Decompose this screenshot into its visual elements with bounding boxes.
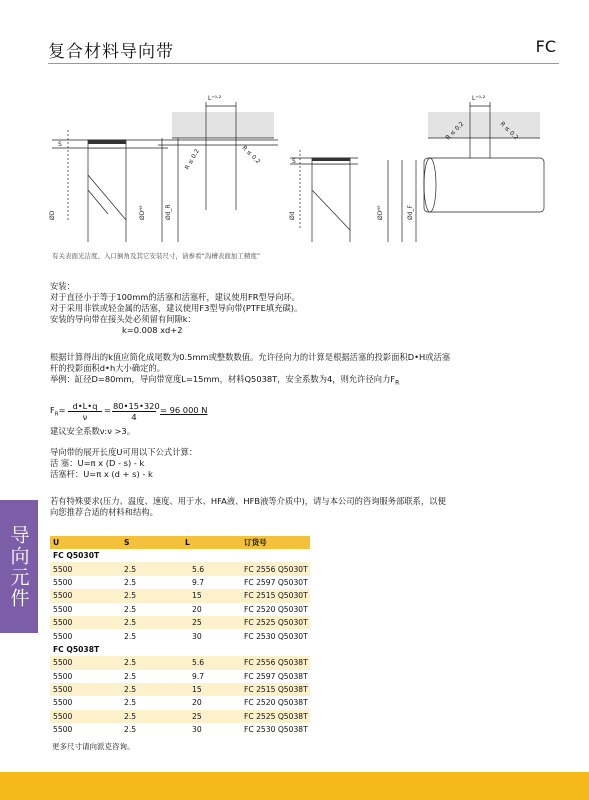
table-cell: 15 [182,683,241,696]
safety-note: 建议安全系数ν:ν >3。 [50,426,136,436]
label-L-groove: L⁺⁰·² [208,95,222,102]
formula-fraction-2: $\frac{80•15•320}{4}$ [113,401,160,422]
table-row [50,696,310,709]
table-cell: 20 [182,603,241,616]
table-cell: 5500 [50,576,121,589]
table-cell: 5500 [50,629,121,642]
table-row [50,710,310,723]
table-cell: 2.5 [121,710,182,723]
table-cell: 5.6 [182,656,241,669]
table-cell: 25 [182,616,241,629]
install-line: 安装的导向带在接头处必须留有间隙k： [50,314,196,324]
table-cell: 2.5 [121,603,182,616]
calc-line-2: 杆的投影面积d•h大小确定的。 [50,363,165,373]
footnote: 更多尺寸请向派克咨询。 [52,742,135,751]
table-group-label: FC Q5038T [50,643,310,656]
label-dH9-rod: ØDᴴ⁹ [377,205,384,220]
label-R-4: R ≤ 0.2 [498,120,520,142]
table-row [50,656,310,669]
table-cell: 2.5 [121,696,182,709]
special-line: 向您推荐合适的材料和结构。 [50,507,158,517]
table-cell: FC 2515 Q5038T [241,683,310,696]
install-line: k=0.008 xd+2 [122,325,183,335]
label-R-3: R ≤ 0.2 [444,120,466,142]
install-line: 对于直径小于等于100mm的活塞和活塞杆，建议使用FR型导向环。 [50,292,300,302]
table-cell: 2.5 [121,683,182,696]
table-cell: 9.7 [182,576,241,589]
calc-line-1: 根据计算得出的k值应简化成尾数为0.5mm或整数数值。允许径向力的计算是根据活塞的投影面积D•H或活塞 [50,352,451,362]
table-cell: 5500 [50,656,121,669]
table-cell: 5500 [50,670,121,683]
table-cell: FC 2520 Q5038T [241,696,310,709]
label-D: ØD [49,210,56,220]
table-cell: 2.5 [121,670,182,683]
table-cell: FC 2520 Q5030T [241,603,310,616]
table-group-row [50,643,310,656]
page-title: 复合材料导向带 [48,42,174,62]
label-dR: Ød_R [165,204,172,220]
table-cell: 5500 [50,589,121,602]
table-cell: FC 2525 Q5030T [241,616,310,629]
table-cell: 2.5 [121,576,182,589]
table-cell: FC 2525 Q5038T [241,710,310,723]
table-row [50,670,310,683]
table-cell: 20 [182,696,241,709]
label-S-rod: S [292,158,296,165]
length-section [50,447,197,480]
formula-fraction-1: $\frac{d•L•q}{\nu}$ [68,401,102,422]
label-d: Ød [289,211,296,220]
table-row [50,723,310,736]
table-group-row [50,549,310,562]
label-S-piston: S [58,141,62,148]
install-section [50,281,302,336]
special-section [50,496,446,518]
table-cell: 2.5 [121,723,182,736]
table-cell: 2.5 [121,656,182,669]
table-row [50,576,310,589]
install-line: 对于采用非铁或轻金属的活塞，建议使用F3型导向带(PTFE填充碳)。 [50,303,303,313]
label-R-1: R ≤ 0.2 [183,147,202,171]
table-row [50,683,310,696]
label-DH9: ØDᴴ⁹ [139,205,146,220]
special-line: 若有特殊要求(压力、温度、速度、用于水、HFA液、HFB液等介质中)，请与本公司的咨询服务部联系，以便 [50,496,446,506]
table-cell: FC 2597 Q5038T [241,670,310,683]
table-cell: FC 2597 Q5030T [241,576,310,589]
section-tab [0,500,38,633]
formula-result: = 96 000 N [160,405,208,415]
table-cell: FC 2515 Q5030T [241,589,310,602]
table-cell: 9.7 [182,670,241,683]
table-cell: FC 2530 Q5038T [241,723,310,736]
table-cell: 5500 [50,562,121,575]
table-row [50,629,310,642]
table-cell: FC 2530 Q5030T [241,629,310,642]
table-cell: 5.6 [182,562,241,575]
table-group-label: FC Q5030T [50,549,310,562]
label-L-rod: L⁺⁰·² [472,95,486,102]
header-divider [48,63,559,64]
table-row [50,562,310,575]
installation-drawing [38,90,558,248]
label-R-2: R ≤ 0.2 [240,144,262,166]
table-cell: 5500 [50,710,121,723]
table-cell: 25 [182,710,241,723]
col-header-order-no: 订货号 [241,536,310,549]
table-cell: 5500 [50,616,121,629]
table-row [50,616,310,629]
table-cell: 30 [182,629,241,642]
section-tab-label: 导向元件 [7,524,30,609]
col-header-l: L [182,536,241,549]
table-cell: 15 [182,589,241,602]
table-cell: 2.5 [121,589,182,602]
table-cell: 5500 [50,683,121,696]
table-cell: FC 2556 Q5038T [241,656,310,669]
table-header-row [50,536,310,549]
formula-lhs: $F_R=$ [50,405,66,418]
col-header-u: U [50,536,121,549]
drawing-caption: 有关表面光洁度、入口倒角及其它安装尺寸，请参看“沟槽表面加工精度” [52,252,261,260]
install-heading: 安装： [50,281,75,291]
table-cell: 2.5 [121,629,182,642]
product-code: FC [535,37,556,56]
table-cell: 2.5 [121,562,182,575]
table-cell: 5500 [50,696,121,709]
calc-line-3: 举例：缸径D=80mm，导向带宽度L=15mm，材料Q5038T，安全系数为4，则允许径向力$F_R$ [50,374,400,387]
table-row [50,603,310,616]
length-line: 活塞杆：U=π x (d + s) - k [50,469,153,479]
label-dF: Ød_F [407,205,414,220]
length-line: 活 塞：U=π x (D - s) - k [50,458,145,468]
table-row [50,589,310,602]
col-header-s: S [121,536,182,549]
table-cell: 30 [182,723,241,736]
table-cell: 5500 [50,723,121,736]
table-cell: 2.5 [121,616,182,629]
table-cell: 5500 [50,603,121,616]
table-cell: FC 2556 Q5030T [241,562,310,575]
bottom-accent-bar [0,772,589,800]
order-table [50,536,310,736]
length-line: 导向带的展开长度U可用以下公式计算： [50,447,198,457]
calc-section [50,352,450,389]
